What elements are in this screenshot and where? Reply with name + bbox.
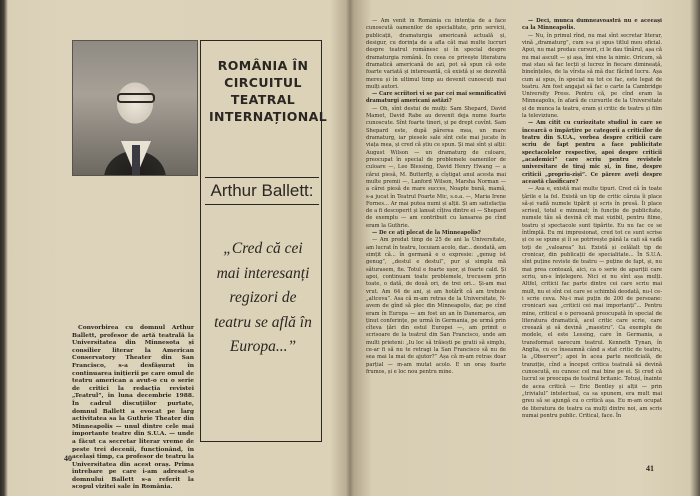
article-title: ROMÂNIA ÎN CIRCUITUL TEATRAL INTERNAȚIONAL	[209, 58, 328, 124]
intro-paragraph: Convorbirea cu domnul Arthur Ballett, profesor de artă teatrală la Universitatea din Minnesota și consilier literar la American Conservatory Theater din San Francisco, s-a desfășurat în continuarea inițierii pe care omul de teatru american a avut-o cu o serie de critici la redacția revistei „Teatrul”, în luna decembrie 1988. În cadrul discuțiilor purtate, domnul Ballett a evocat pe larg activitatea sa la Guthrie Theater din Minneapolis — unul dintre cele mai importante teatre din S.U.A. — unde a făcut ca secretar literar vreme de peste trei decenii, funcționând, în același timp, ca profesor de teatru la Universitatea din acest oraș. Prima întrebare pe care i-am adresat-o domnului Ballett s-a referit la scopul vizitei sale în România.	[72, 324, 194, 491]
title-box	[200, 40, 328, 442]
glasses-shape	[117, 93, 155, 103]
interview-paragraph: — Am predat timp de 25 de ani la Universitate, am lucrat în teatru, locuiam acolo, dar... deodată, am simțit că... în germană e o expresie: „genug ist genug”, „destul e destul”, pur și simplu mă săturasem, fie. Totul e foarte ușor, și foarte cald. Și apoi, continuam toate problemele, trecusem prin toate, o dată, de două ori, de trei ori... Și-am mai vrut. Am 64 de ani, și am hotărît că am trebuie „altceva”. Asa că m-am retras de la Universitate, N-avem de gînd să plec din Minneapolis, dar, pe cînd eram în Europa — am fost un an în Danemarca, am ținut conferințe, pe urmă în Germania, pe urmă prin cîteva țări din estul Europei —, am primit o scrisoare de la teatrul din San Francisco, unde am multi prieteni: „Iu loc să trăiești pe gratii să simplu, ce-ar fi să nu te retragi la San Francisco să nu de sea mai la mai de ajutor?” Așa că m-am retras doar parțial — m-am mutat acolo. E un oraș foarte frumos, și e loc nou pentru mine.	[366, 237, 506, 375]
text-column-1	[366, 18, 506, 466]
right-page	[354, 6, 692, 490]
interview-question: — De ce ați plecat de la Minneapolis?	[372, 230, 481, 237]
interview-paragraph: — Asa e, există mai multe tipuri. Cred că în toate țările e la fel. Există un tip de critic căruia îi place să-și vadă numele tipărit și scris în presă. Îi place scrisul, totul e minunat; în funcție de publicitate, numele tău să devină cît mai vizibil, pentru filme, teatru și spectacole sunt tipărite. Eu nu fac ce se întîmplă. Eu mi impresionat, cred tot ce sunt scrise și ce se spune și îi se potrivește până la caii să vadă toți de „valoarea” lui. Există și celălalt tip de cronicar, din publicații de specialitate... În S.U.A. sînt puține reviste de teatru — puține de fapt, și, nu mai prea contează, aici, ca o serie de apariții care scriu, un-s înțelegere. Nici ei nu sînt așa mulți. Altfel, criticii fac parte dintre cei care scriu mai mult, nu ei sînt cei care se schimbă deodată, nu-l ce-i scrie ceva. Nu-i mai puțin de 200 de persoane: cronicari sau „criticii cei mai importanți”... Pentru mine, criticul e o persoană preocupată în special de literatura dramatică, acel critic care scrie, care creează și să devină „maestru”. Ca exemplu de modele, el este Lessing, care în Germania, a transformat oarecum teatrul. Kenneth Tynan, în Anglia, cu ce înseamnă când a stat critic de teatru, la „Observer”; apoi în acea parte neoficială, de tranziție, cînd a început critica teatrală să devină cunoscută, eu cunosc cel mai bine pe ei. Și cred că lucrul se preocupa de teatrul britanic. Totuși, înainte de acea critică — Eric Bentley și alții — prin „trivialul” intelectual, ca sa spunem, era mult mai greu să se ajungă cu o critică așa. Eu m-am ocupat de literatura de teatru ca mulți dintre noi, am scris numai pentru public. Critical, face. În	[522, 186, 662, 419]
page-number-right: 41	[646, 464, 654, 473]
interview-question: — Deci, munca dumneavoastră nu e aceeași ca la Minneapolis.	[522, 18, 662, 32]
author-photo	[72, 40, 198, 176]
interviewee-name: Arthur Ballett:	[205, 177, 319, 205]
interview-question: — Care scriitori vi se par cei mai semnificativi dramaturgi americani astăzi?	[366, 91, 506, 105]
tie-shape	[132, 145, 140, 176]
left-page	[10, 6, 346, 490]
pull-quote: „Cred că cei mai interesanți regizori de teatru se află în Europa...”	[214, 240, 312, 355]
text-column-2	[522, 18, 662, 466]
page-number-left: 40	[64, 454, 72, 463]
interview-question: — Am citit cu curiozitate studiul în care se încearcă o împărțire pe categorii a criticilor de teatru din S.U.A., vorbea despre criticii care scriu de fapt pentru a face publicitate spectacolelor respective, apoi despre criticii „academici” care scriu pentru revistele universitare de tiraj mic și, în fine, despre criticii „propriu-ziși”. Ce părere aveți despre această clasificare?	[522, 120, 662, 185]
interview-paragraph: — Nu, în primul rînd, nu mai sînt secretar literar, vină „dramaturg”, cum s-a și spus titlul meu oficial. Apoi, nu mai predau cursuri, ci le dau tînărul, așa că nu mai ascult — și așa, îmi vine la nimic. Oricum, să mai stau să fac lecții și lucrez în fiecare dimineață, bineînțeles, de la vîrsta să mă duc făcînd lucru. Așa cum ai spus, în special nu tot ce fac, este legat de teatru. Am fost angajat să fac o carte la Cambridge University Press. Pentru că, pe cînd eram la Minneapolis, în afară de cursurile de la Universitate și de munca la teatru, eram și critic de teatru și film la televiziune.	[522, 32, 662, 120]
interview-paragraph: — Oh, sînt destui de mulți: Sam Shepard, David Mamet, David Rabe au devenit deja nume foarte cunoscute. Sînt foarte tineri, și pe drept cuvînt. Sam Shepard este, după părerea mea, un mare dramaturg, iar piesele sale sînt cele mai jucate în viața mea, și cred că știu ce spun. Și mai sînt și alții: August Wilson — un dramaturg de culoare, preocupat în special de problemele oamenilor de culoare —, Lee Blessing, David Henry Hwang — a cărui piesă, M. Butterfly, a cîștigat anul acesta mai multe premii —, Lanford Wilson, Marsha Norman — a cărei piesă de mare succes, Noapte bună, mamă, s-a jucat în Teatrul Foarte Mic, s.o.a. —, Maria Irene Fornes... Ar mai putea numi și alții. Și am satisfacția de a fi descoperit și lansat cîțiva dintre ei — Shepard de exemplu — am contribuit cu lansarea pe cînd eram la Guthrie.	[366, 105, 506, 229]
interview-paragraph: — Am venit în România cu intenția de a face cunoscută oamenilor de specialitate, prin servicii, publicații, dramaturgia americană actuală și, desigur, cu dorința de a afla cât mai multe lucruri despre teatrul românesc și în special despre dramaturgia română. În ceea ce privește literatura dramatică americană de azi, pot să spun că este foarte variată și interesantă, că există și se dezvoltă mereu și în ultimul timp au devenit cunoscuți mai mulți autori.	[366, 18, 506, 90]
